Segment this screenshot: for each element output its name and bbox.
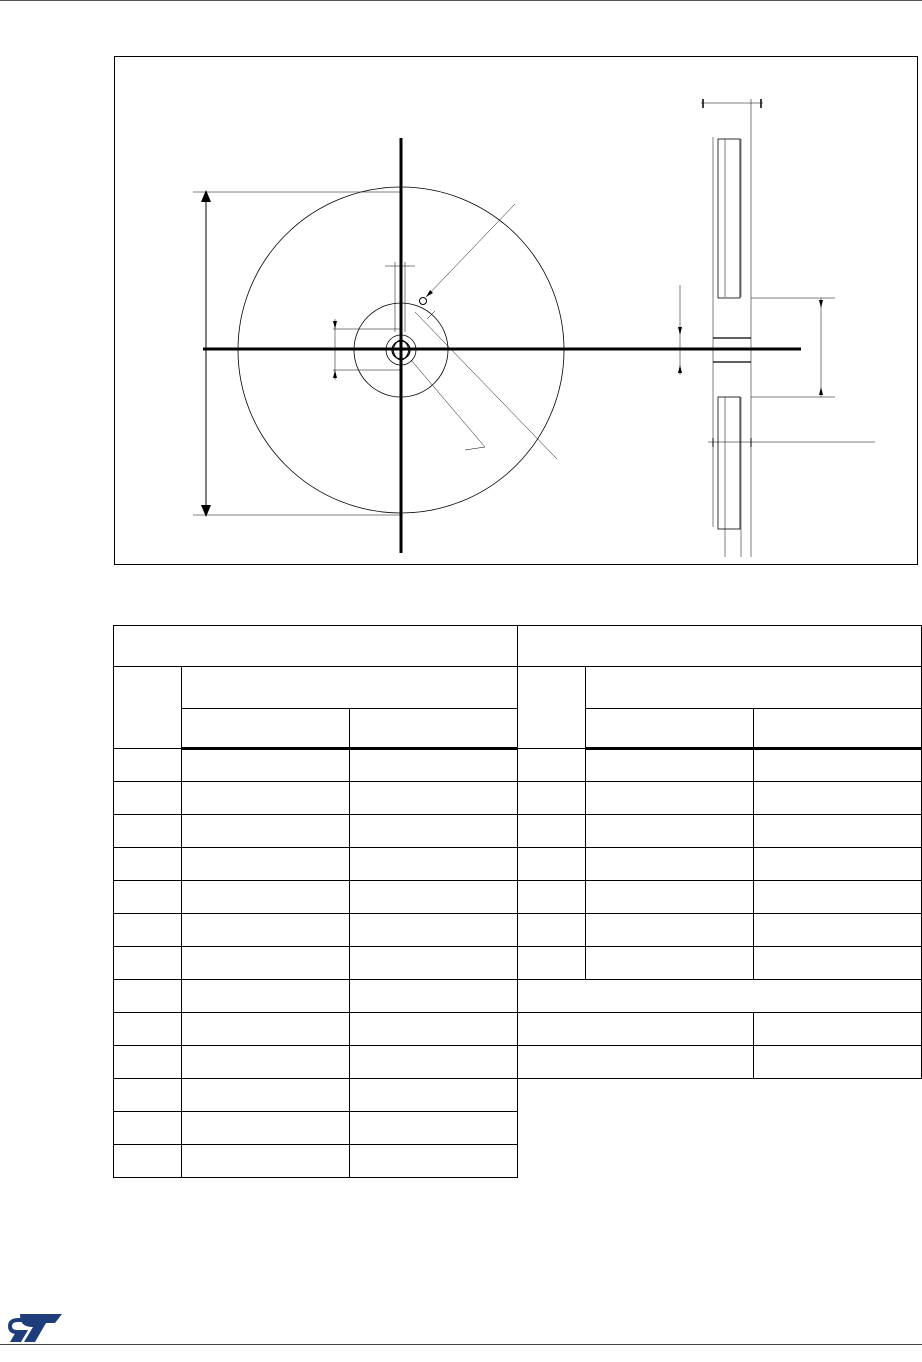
table-header-group-right [518, 626, 922, 667]
table-cell [754, 1046, 922, 1079]
table-cell [754, 914, 922, 947]
table-cell [518, 815, 586, 848]
table-cell [182, 815, 350, 848]
table-cell [114, 749, 182, 782]
table-row [114, 749, 922, 782]
table-row [114, 1046, 922, 1079]
header-rule [0, 0, 922, 1]
table-row [114, 1145, 922, 1178]
table-cell [754, 749, 922, 782]
table-cell [114, 1079, 182, 1112]
table-empty-area [518, 1112, 922, 1145]
table-cell [182, 1112, 350, 1145]
table-row [114, 1112, 922, 1145]
table-cell [518, 848, 586, 881]
table-row [114, 782, 922, 815]
hub-dim-arrow-bottom [333, 370, 337, 378]
table-cell [182, 914, 350, 947]
table-cell [586, 947, 754, 980]
side-height-arrow-top [819, 300, 823, 308]
table-empty-area [518, 1079, 922, 1112]
table-empty-area [518, 1145, 922, 1178]
table-cell [350, 914, 518, 947]
table-cell [114, 947, 182, 980]
table-cell [754, 947, 922, 980]
table-header-group-left [114, 626, 518, 667]
table-row [114, 881, 922, 914]
table-row [114, 980, 922, 1013]
table-cell [182, 1079, 350, 1112]
reel-dimensions-table [113, 625, 922, 1178]
table-cell [350, 848, 518, 881]
table-header-row-1 [114, 626, 922, 667]
leader-hub-radius [415, 312, 557, 459]
table-cell [350, 1046, 518, 1079]
table-cell [518, 782, 586, 815]
table-cell [350, 749, 518, 782]
table-cell [586, 848, 754, 881]
table-header-unit-left-2 [350, 709, 518, 749]
table-cell [114, 1112, 182, 1145]
table-cell [350, 815, 518, 848]
leader-hub-radius-tick [427, 311, 435, 319]
table-cell [182, 881, 350, 914]
table-cell [114, 815, 182, 848]
table-cell-merged [518, 1046, 754, 1079]
table-cell [518, 749, 586, 782]
table-cell-merged [518, 980, 922, 1013]
table-cell [754, 782, 922, 815]
table-row [114, 947, 922, 980]
table-cell [350, 881, 518, 914]
table-cell [586, 749, 754, 782]
table-header-unit-left-1 [182, 709, 350, 749]
side-upper-flange-slot [718, 139, 740, 298]
table-cell [114, 1013, 182, 1046]
table-cell [350, 1145, 518, 1178]
table-cell [754, 848, 922, 881]
table-cell [350, 1013, 518, 1046]
table-cell [350, 947, 518, 980]
table-cell [754, 815, 922, 848]
table-row [114, 848, 922, 881]
table-cell [182, 782, 350, 815]
leader-drive-hole [426, 204, 515, 297]
hub-dim-arrow-top [333, 321, 337, 329]
side-height-arrow-bottom [819, 387, 823, 395]
table-cell [114, 881, 182, 914]
drive-hole [420, 298, 427, 305]
table-cell [182, 947, 350, 980]
table-cell [114, 1046, 182, 1079]
table-cell [350, 1112, 518, 1145]
leader-spindle-tail [465, 447, 485, 450]
table-cell [114, 848, 182, 881]
side-hub-arrow-bottom [678, 365, 682, 373]
footer-rule [0, 1344, 922, 1345]
table-cell [114, 1145, 182, 1178]
table-row [114, 815, 922, 848]
table-cell-merged [518, 1013, 754, 1046]
table-cell [586, 914, 754, 947]
reel-dimension-drawing [114, 56, 918, 565]
table-header-row-2 [114, 667, 922, 709]
table-header-unit-right-2 [754, 709, 922, 749]
table-cell [114, 980, 182, 1013]
st-logo [6, 1311, 64, 1345]
table-cell [586, 815, 754, 848]
table-header-symbol-left [114, 667, 182, 749]
table-cell [586, 782, 754, 815]
table-cell [350, 980, 518, 1013]
table-row [114, 1013, 922, 1046]
table-cell [182, 848, 350, 881]
table-cell [518, 914, 586, 947]
table-cell [586, 881, 754, 914]
table-cell [754, 881, 922, 914]
table-cell [518, 881, 586, 914]
table-row [114, 1079, 922, 1112]
side-hub-arrow-top [678, 327, 682, 335]
table-cell [182, 1145, 350, 1178]
table-cell [182, 749, 350, 782]
table-cell [182, 980, 350, 1013]
table-row [114, 914, 922, 947]
reel-drawing-svg [115, 57, 919, 566]
table-header-unit-right-1 [586, 709, 754, 749]
table-cell [518, 947, 586, 980]
table-cell [350, 1079, 518, 1112]
table-header-dimensions-right [586, 667, 922, 709]
side-lower-flange-slot [718, 397, 740, 529]
table-header-symbol-right [518, 667, 586, 749]
table-cell [182, 1046, 350, 1079]
table-header-dimensions-left [182, 667, 518, 709]
table-cell [350, 782, 518, 815]
table-cell [182, 1013, 350, 1046]
table-cell [754, 1013, 922, 1046]
table-cell [114, 782, 182, 815]
table-cell [114, 914, 182, 947]
